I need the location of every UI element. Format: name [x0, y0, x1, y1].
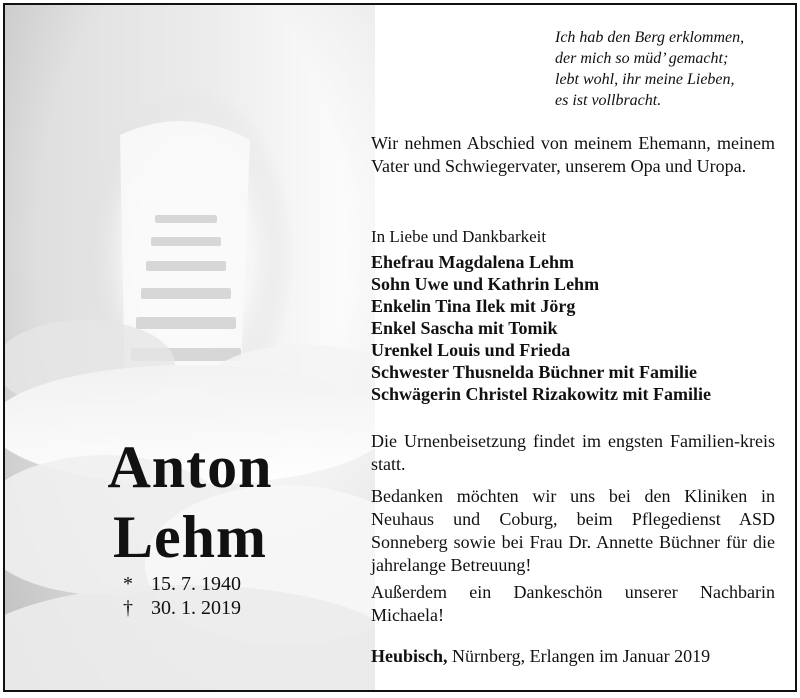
poem-line: lebt wohl, ihr meine Lieben, — [555, 71, 735, 88]
death-cross-symbol: † — [123, 597, 133, 619]
deceased-first-name: Anton — [107, 434, 273, 500]
poem-line: es ist vollbracht. — [555, 92, 662, 109]
signature-rest: Nürnberg, Erlangen im Januar 2019 — [447, 646, 711, 666]
deceased-last-name: Lehm — [113, 504, 267, 570]
stairway-to-light-image — [5, 5, 375, 690]
family-member: Schwägerin Christel Rizakowitz mit Familie — [371, 384, 711, 404]
life-dates — [123, 572, 241, 620]
birth-star-symbol: * — [123, 573, 133, 595]
poem — [555, 27, 744, 111]
poem-line: der mich so müd’ gemacht; — [555, 50, 729, 67]
family-list — [371, 251, 775, 405]
family-member: Enkelin Tina Ilek mit Jörg — [371, 296, 576, 316]
urn-burial-note: Die Urnenbeisetzung findet im engsten Familien-kreis statt. — [371, 431, 775, 474]
love-gratitude-line: In Liebe und Dankbarkeit — [371, 227, 547, 246]
family-member: Enkel Sascha mit Tomik — [371, 318, 558, 338]
family-member: Sohn Uwe und Kathrin Lehm — [371, 274, 600, 294]
family-member: Schwester Thusnelda Büchner mit Familie — [371, 362, 698, 382]
family-member: Ehefrau Magdalena Lehm — [371, 252, 575, 272]
family-member: Urenkel Louis und Frieda — [371, 340, 571, 360]
neighbor-thanks: Außerdem ein Dankeschön unserer Nachbarin Michaela! — [371, 582, 775, 625]
birth-row — [123, 572, 241, 596]
signature-place: Heubisch, — [371, 646, 448, 666]
obituary-notice — [3, 3, 797, 692]
farewell-intro: Wir nehmen Abschied von meinem Ehemann, meinem Vater und Schwiegervater, unserem Opa und Uropa. — [371, 133, 775, 176]
death-date: 30. 1. 2019 — [151, 597, 241, 619]
thanks-paragraph: Bedanken möchten wir uns bei den Kliniken in Neuhaus und Coburg, beim Pflegedienst ASD Sonneberg sowie bei Frau Dr. Annette Büchner für die jahrelange Betreuung! — [371, 486, 775, 575]
poem-line: Ich hab den Berg erklommen, — [555, 29, 745, 46]
birth-date: 15. 7. 1940 — [151, 573, 241, 595]
signature-line — [371, 645, 775, 668]
death-row — [123, 596, 241, 620]
